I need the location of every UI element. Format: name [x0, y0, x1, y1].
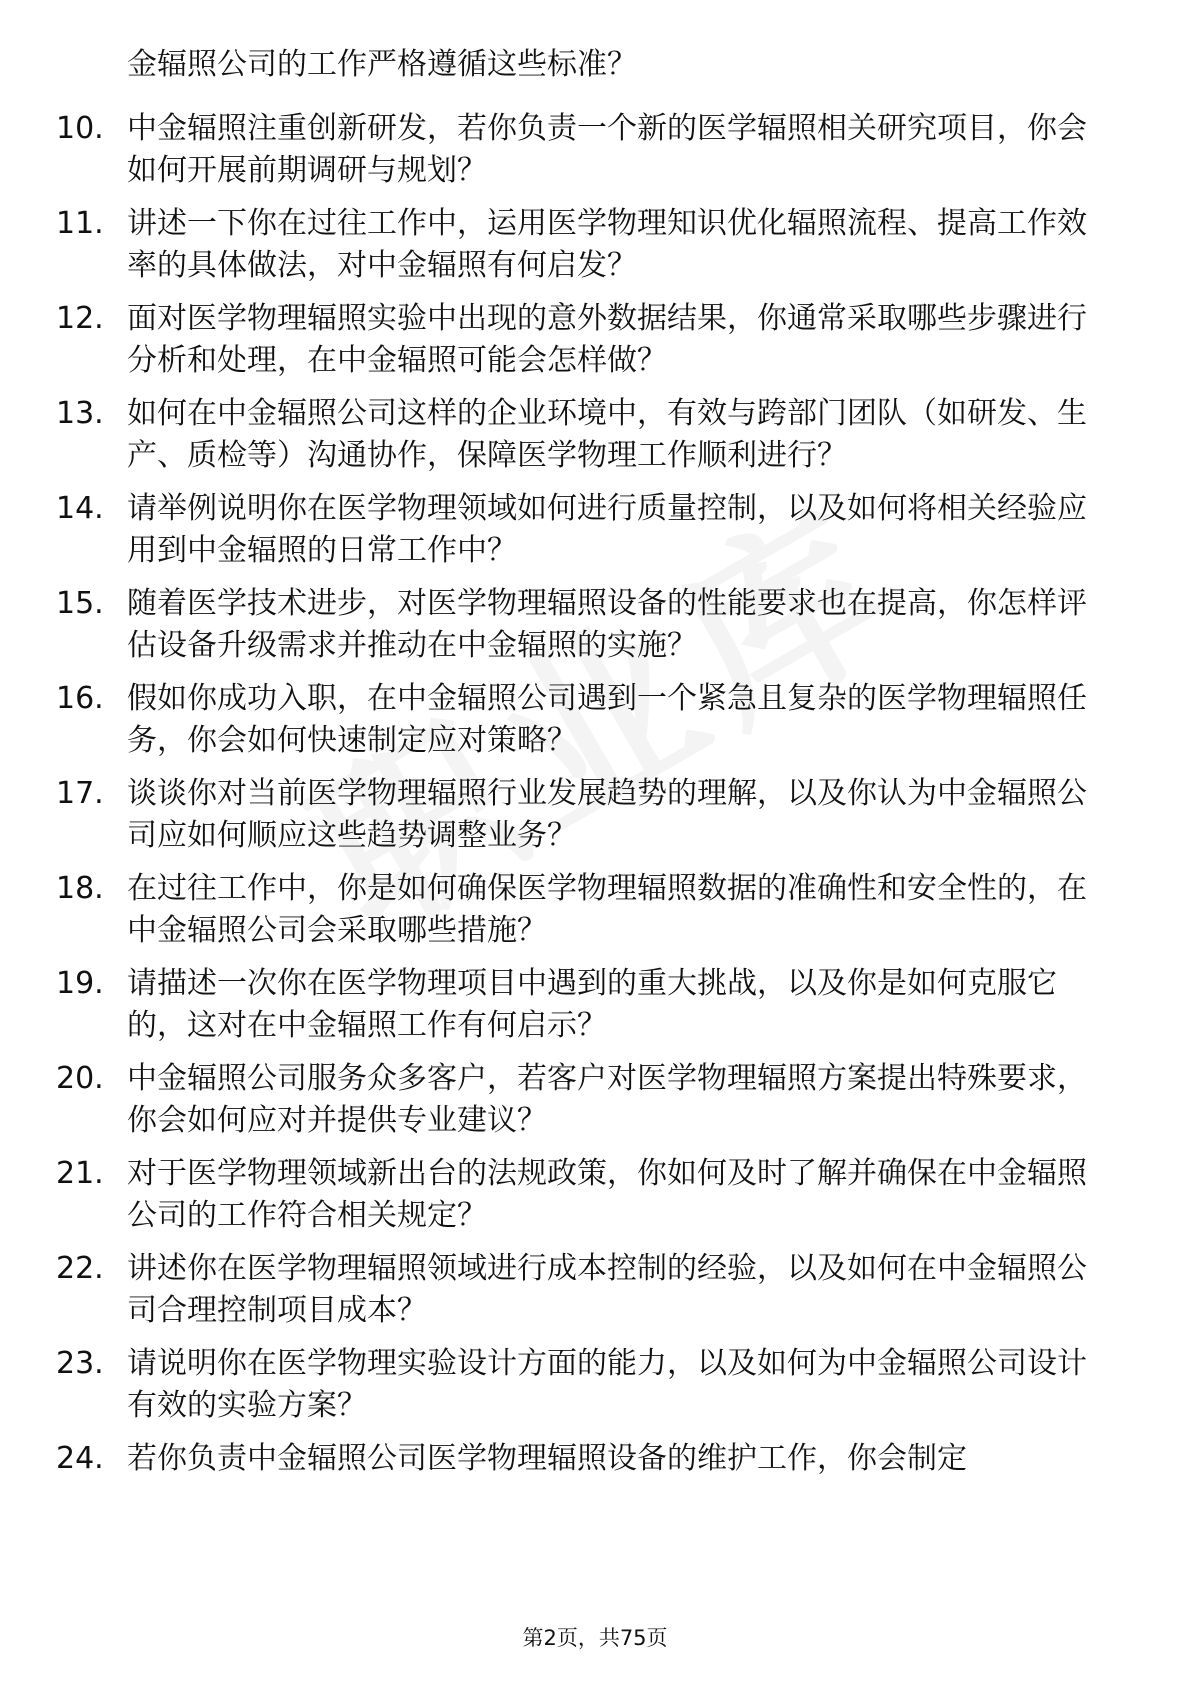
item-text: 对于医学物理领域新出台的法规政策，你如何及时了解并确保在中金辐照公司的工作符合相关规定？: [127, 1156, 1087, 1233]
page-footer: 第2页，共75页: [522, 1626, 668, 1650]
item-number: 15.: [56, 586, 104, 621]
item-text: 请描述一次你在医学物理项目中遇到的重大挑战，以及你是如何克服它的，这对在中金辐照工作有何启示？: [127, 966, 1057, 1043]
item-number: 17.: [56, 776, 104, 811]
item-number: 23.: [56, 1346, 104, 1381]
item-text: 随着医学技术进步，对医学物理辐照设备的性能要求也在提高，你怎样评估设备升级需求并推动在中金辐照的实施？: [127, 586, 1087, 663]
item-number: 16.: [56, 681, 104, 716]
item-number: 20.: [56, 1061, 104, 1096]
item-text: 讲述你在医学物理辐照领域进行成本控制的经验，以及如何在中金辐照公司合理控制项目成本？: [127, 1251, 1087, 1328]
item-text: 中金辐照注重创新研发，若你负责一个新的医学辐照相关研究项目，你会如何开展前期调研与规划？: [127, 111, 1087, 188]
item-number: 10.: [56, 111, 104, 146]
item-number: 14.: [56, 491, 104, 526]
item-text: 假如你成功入职，在中金辐照公司遇到一个紧急且复杂的医学物理辐照任务，你会如何快速制定应对策略？: [127, 681, 1087, 758]
item-text: 若你负责中金辐照公司医学物理辐照设备的维护工作，你会制定: [127, 1441, 967, 1476]
item-number: 21.: [56, 1156, 104, 1191]
item-text: 请举例说明你在医学物理领域如何进行质量控制，以及如何将相关经验应用到中金辐照的日常工作中？: [127, 491, 1087, 568]
item-number: 19.: [56, 966, 104, 1001]
item-number: 24.: [56, 1441, 104, 1476]
item-number: 12.: [56, 301, 104, 336]
item-text: 谈谈你对当前医学物理辐照行业发展趋势的理解，以及你认为中金辐照公司应如何顺应这些趋势调整业务？: [127, 776, 1087, 853]
item-text: 讲述一下你在过往工作中，运用医学物理知识优化辐照流程、提高工作效率的具体做法，对中金辐照有何启发？: [127, 206, 1087, 283]
item-number: 13.: [56, 396, 104, 431]
item-text: 金辐照公司的工作严格遵循这些标准？: [127, 47, 637, 82]
item-text: 中金辐照公司服务众多客户，若客户对医学物理辐照方案提出特殊要求，你会如何应对并提供专业建议？: [127, 1061, 1087, 1138]
item-text: 在过往工作中，你是如何确保医学物理辐照数据的准确性和安全性的，在中金辐照公司会采取哪些措施？: [127, 871, 1087, 948]
item-text: 请说明你在医学物理实验设计方面的能力，以及如何为中金辐照公司设计有效的实验方案？: [127, 1346, 1087, 1423]
item-number: 11.: [56, 206, 104, 241]
item-text: 如何在中金辐照公司这样的企业环境中，有效与跨部门团队（如研发、生产、质检等）沟通协作，保障医学物理工作顺利进行？: [127, 396, 1087, 473]
item-number: 22.: [56, 1251, 104, 1286]
item-number: 18.: [56, 871, 104, 906]
item-text: 面对医学物理辐照实验中出现的意外数据结果，你通常采取哪些步骤进行分析和处理，在中金辐照可能会怎样做？: [127, 301, 1087, 378]
